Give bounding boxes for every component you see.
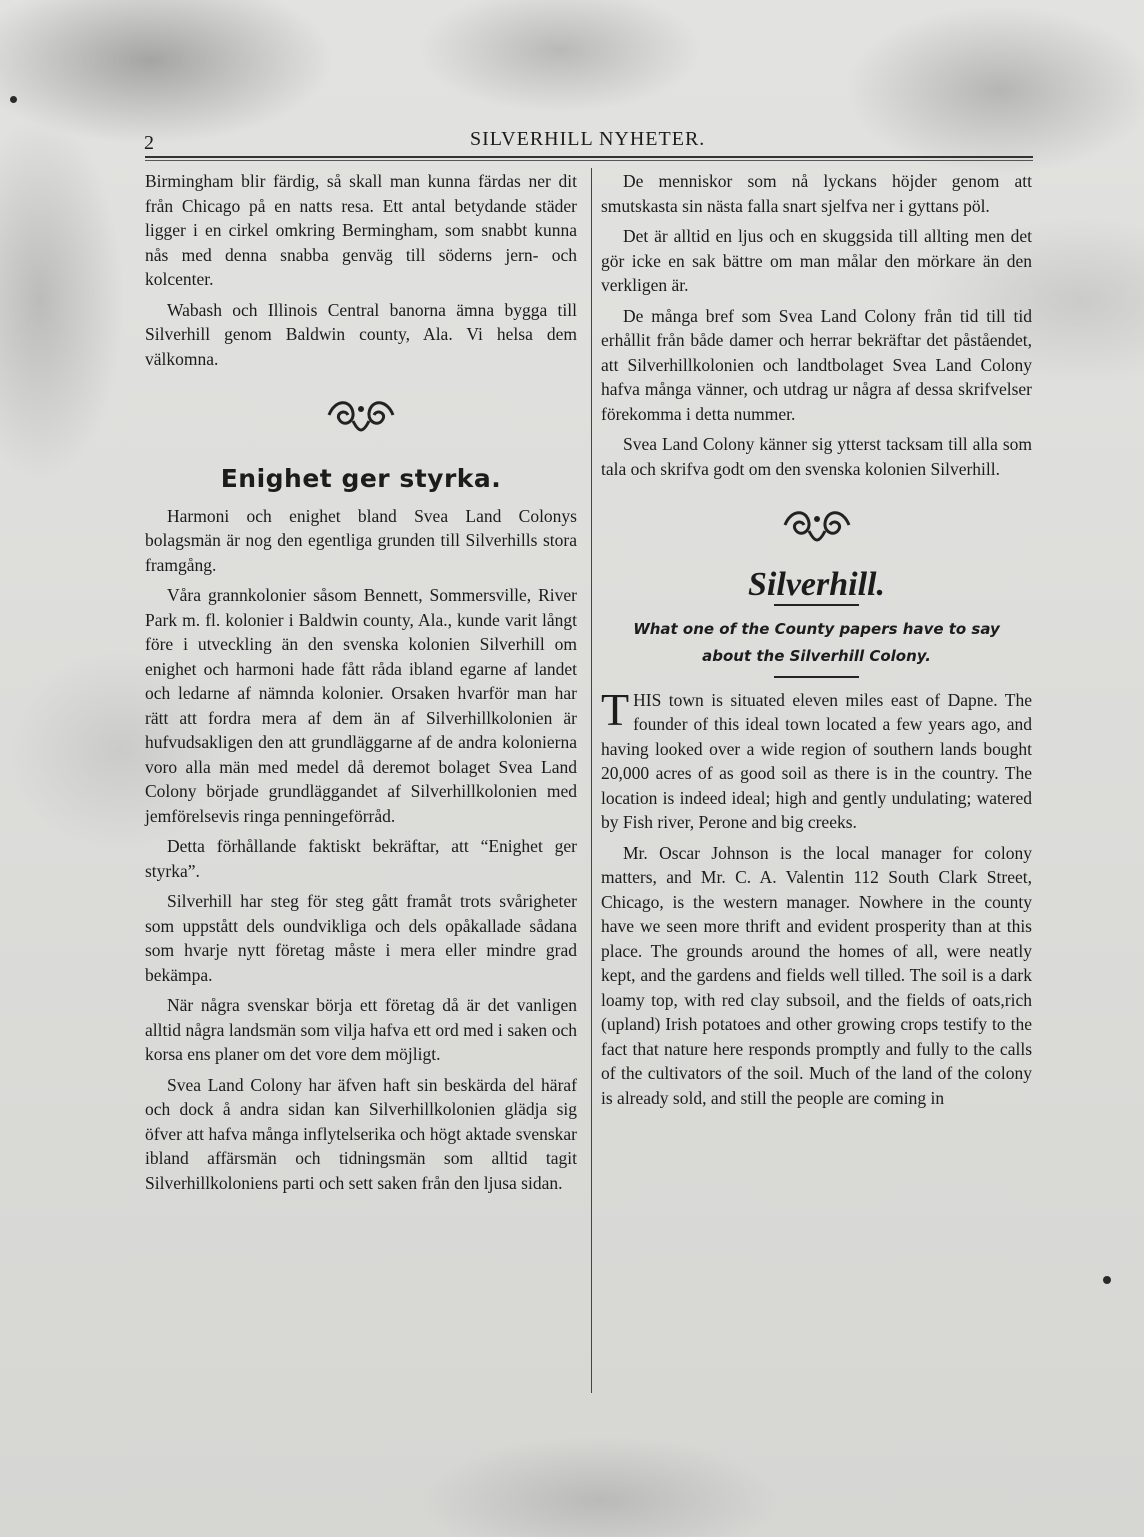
- paragraph: Svea Land Colony känner sig ytterst tacksam till alla som tala och skrifva godt om den svenska kolonien Silverhill.: [601, 434, 1032, 479]
- left-column: [145, 169, 577, 1201]
- ink-spot: [10, 96, 17, 103]
- paragraph: Svea Land Colony har äfven haft sin beskärda del häraf och dock å andra sidan kan Silverhillkolonien glädja sig öfver att hafva många inflytelserika och högt aktade svenskar ibland affärsmän och tidningsmän som alltid tagit Silverhillkoloniens parti och sett saken från den ljusa sidan.: [145, 1074, 577, 1193]
- fleuron-ornament-icon: [777, 503, 857, 547]
- paragraph: Mr. Oscar Johnson is the local manager for colony matters, and Mr. C. A. Valentin 112 South Clark Street, Chicago, is the western manager. Nowhere in the county have we seen more thrift and evident prosperity than at this place. The grounds around the homes of all, were neatly kept, and the gardens and fields well tilled. The soil is a dark loamy top, with red clay subsoil, and the fields of oats,rich (upland) Irish potatoes and other growing crops testify to the fact that nature here responds promptly and fully to the calls of the cultivators of the soil. Much of the land of the colony is already sold, and still the people are coming in: [601, 842, 1032, 1108]
- paragraph: De menniskor som nå lyckans höjder genom att smutskasta sin nästa falla snart sjelfva ner i gyttans pöl.: [601, 171, 1032, 216]
- paragraph: Våra grannkolonier såsom Bennett, Sommersville, River Park m. fl. kolonier i Baldwin county, Ala., kunde varit långt före i utveckling än den svenska kolonien Silverhill om enighet och harmoni hade fått råda ibland egarne af landet och ledarne af nämnda kolonier. Orsaken hvarför man har rätt att fordra mera af dem än af Silverhillkolonien är hufvudsakligen den att grundläggarne af de andra kolonierna voro alla män med medel då deremot bolaget Svea Land Colony började grundläggandet af Silverhillkolonien med jemförelsevis ringa penningeförråd.: [145, 585, 577, 826]
- paragraph: Detta förhållande faktiskt bekräftar, att “Enighet ger styrka”.: [145, 836, 577, 881]
- running-head: SILVERHILL NYHETER.: [470, 128, 706, 150]
- paragraph: Harmoni och enighet bland Svea Land Colonys bolagsmän är nog den egentliga grunden till Silverhills stora framgång.: [145, 505, 577, 575]
- paragraph: Det är alltid en ljus och en skuggsida till allting men det gör icke en sak bättre om man målar den mörkare än den verkligen är.: [601, 226, 1032, 295]
- paragraph-text: HIS town is situated eleven miles east of Dapne. The founder of this ideal town located a few years ago, and having looked over a wide region of southern lands bought 20,000 acres of as good soil as there is in the country. The location is indeed ideal; high and gently undulating; watered by Fish river, Perone and big creeks.: [601, 689, 1032, 832]
- subhead-rule: [774, 676, 859, 678]
- header-rule-thin: [145, 160, 1033, 161]
- ink-spot: [1103, 1276, 1111, 1284]
- header-rule: [145, 156, 1033, 158]
- paragraph: De många bref som Svea Land Colony från tid till tid erhållit från både damer och herrar bekräftar det påståendet, att Silverhillkolonien och landtbolaget Svea Land Colony hafva många vänner, och utdrag ur några af dessa skrifvelser förekomma i detta nummer.: [601, 305, 1032, 424]
- column-divider: [591, 168, 592, 1393]
- page-number: 2: [144, 132, 154, 154]
- paragraph: [601, 683, 1032, 835]
- title-rule: [774, 604, 859, 606]
- section-title: Enighet ger styrka.: [220, 464, 502, 493]
- article-title: Silverhill.: [748, 566, 885, 603]
- fleuron-ornament-icon: [321, 393, 401, 437]
- right-column: [601, 169, 1032, 1116]
- article-subhead: What one of the County papers have to say about the Silverhill Colony.: [633, 619, 1000, 665]
- paragraph: När några svenskar börja ett företag då är det vanligen alltid några landsmän som vilja hafva ett ord med i saken och korsa ens planer om det vore dem möjligt.: [145, 995, 577, 1064]
- paragraph: Birmingham blir färdig, så skall man kunna färdas ner dit från Chicago på en natts resa. Ett antal betydande städer ligger i en cirkel omkring Bermingham, som snabbt kunna nås med denna snabba genväg till söderns jern- och kolcenter.: [145, 171, 577, 289]
- paragraph: Silverhill har steg för steg gått framåt trots svårigheter som uppstått dels oundvikliga och dels opåkallade sådana som hvarje nytt företag måste i mera eller mindre grad bekämpa.: [145, 891, 577, 985]
- drop-cap: T: [601, 683, 630, 735]
- paragraph: Wabash och Illinois Central banorna ämna bygga till Silverhill genom Baldwin county, Ala. Vi helsa dem välkomna.: [145, 299, 577, 369]
- page-header: [140, 128, 1040, 154]
